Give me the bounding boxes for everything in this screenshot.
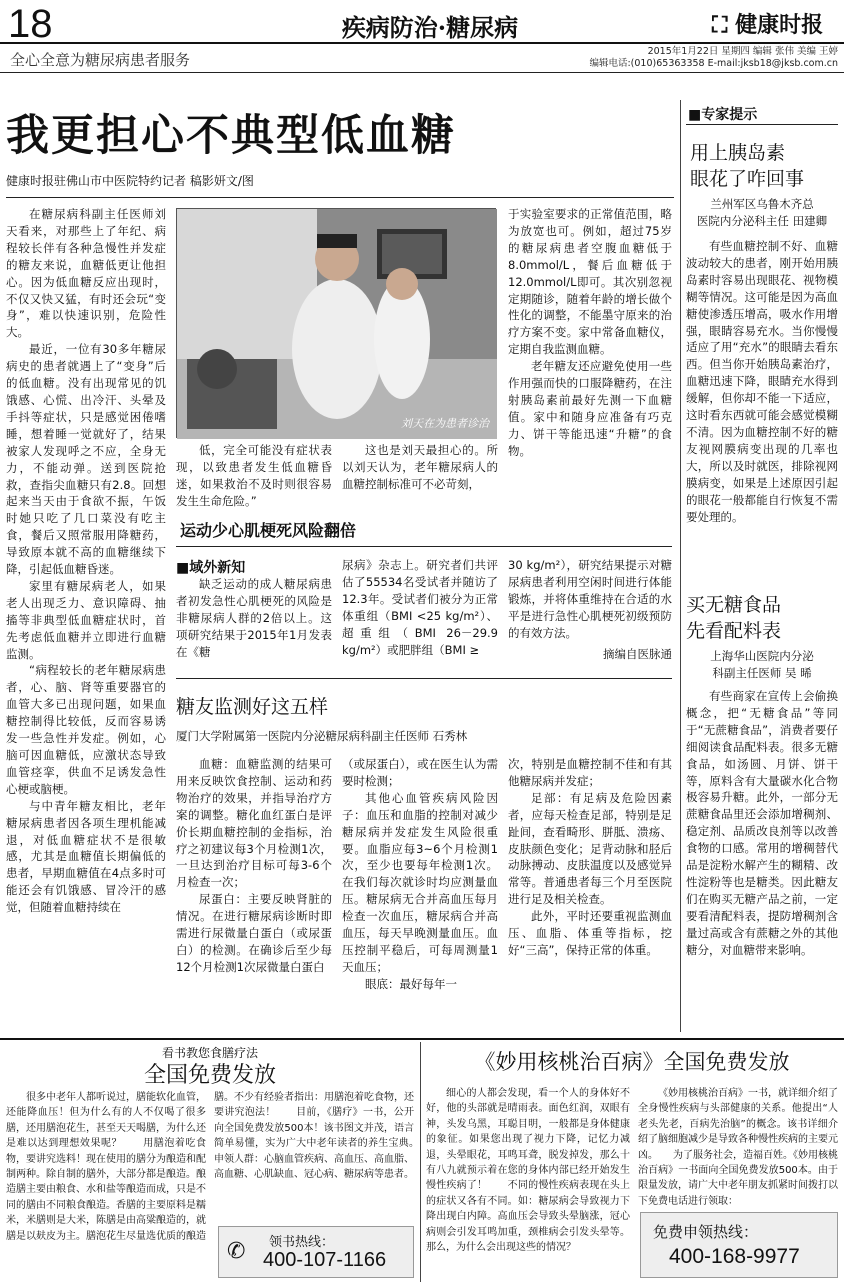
square-bullet-icon: ■ [688, 107, 702, 123]
news-title: 运动少心肌梗死风险翻倍 [180, 521, 357, 540]
logo-icon: ⛶ [712, 12, 736, 38]
ads-rule [0, 1038, 844, 1040]
photo-caption: 刘天在为患者诊治 [401, 417, 489, 430]
sidebar-1-author: 兰州军区乌鲁木齐总 医院内分泌科主任 田建卿 [696, 197, 828, 228]
news-tag: ■域外新知 [176, 560, 246, 576]
sidebar-1-title: 用上胰岛素 眼花了咋回事 [690, 142, 805, 190]
news-rule [176, 546, 672, 547]
ad1-subtitle: 看书教您食膳疗法 [161, 1046, 258, 1060]
main-col-1: 在糖尿病科副主任医师刘天看来，对那些上了年纪、病程较长伴有各种急慢性并发症的糖友来说，血糖低更让他担心。因为低血糖反应出现时，不仅又快又猛，有时还会玩“变身”，难以快速识别，危险性大。 最近，一位有30多年糖尿病史的患者就遇上了“变身”后的低血糖。没有出现常见的饥饿感、心慌、出冷汗、头晕及手抖等症状，只是感觉困倦嗜睡，想着睡一觉就好了，结果被家人发现呼之不应，全身无力，不能动弹。送到医院抢救，查指尖血糖只有2.8。回想起来当天由于食欲不振，午饭时她只吃了几口菜没有吃主食，餐后又照常服用降糖药，导致原本就不高的血糖继续下降，引起低血糖昏迷。 家里有糖尿病老人，如果老人出现乏力、意识障碍、抽搐等非典型低血糖症状时，首先考虑低血糖并立即进行血糖监测。 “病程较长的老年糖尿病患者，心、脑、肾等重要器官的血管大多已出现问题，如果血糖控制得比较低，反而容易诱发一些急性并发症。例如，心脑可因血糖低，应激状态导致血管痉挛，供血不足诱发急性心梗或脑梗。 与中青年糖友相比，老年糖尿病患者因各项生理机能减退，对低血糖症状不是很敏感，尤其是血糖值长期偏低的患者，早期血糖值在4点多时可能还会有饥饿感、冒冷汗的感觉，但随着血糖持续在 [6, 207, 166, 915]
main-headline: 我更担心不典型低血糖 [6, 111, 456, 161]
sidebar-1-body: 有些血糖控制不好、血糖波动较大的患者，刚开始用胰岛素时容易出现眼花、视物模糊等情况。这可能是因为高血糖使渗透压增高，吸水作用增强，眼睛容易充水。当你慢慢适应了用“充水”的眼睛去看东西。但当你开始胰岛素治疗，血糖迅速下降，眼睛充水得到缓解，但你却不能一下适应，这时看东西就可能会感觉模糊不清。因为血糖控制不好的糖友视网膜病变出现的几率也大，所以及时就医，排除视网膜病变，如果是上述原因引起的眼花一般都能自行恢复不需要处理的。 [686, 239, 838, 524]
monitor-col-1: 血糖：血糖监测的结果可用来反映饮食控制、运动和药物治疗的效果，并指导治疗方案的调整。糖化血红蛋白是评价长期血糖控制的金指标，治疗之初建议每3个月检测1次，一旦达到治疗目标可每3-6个月检查一次； 尿蛋白：主要反映肾脏的情况。在进行糖尿病诊断时即需进行尿微量白蛋白（或尿蛋白）的检测。在确诊后至少每12个月检测1次尿微量白蛋白 [176, 757, 332, 974]
sidebar-tag: ■专家提示 [688, 107, 758, 123]
square-bullet-icon: ■ [176, 560, 190, 576]
sidebar-rule [686, 124, 838, 125]
monitor-col-2: （或尿蛋白），或在医生认为需要时检测； 其他心血管疾病风险因子：血压和血脂的控制对减少糖尿病并发症发生风险很重要。血脂应每3~6个月检测1次，至少也要每年检测1次。在我们每次就诊时均应测量血压。糖尿病无合并高血压每月检查一次血压，糖尿病合并高血压，每天早晚测量血压。血压控制平稳后，可每周测量1天血压； 眼底：最好每年一 [342, 757, 498, 991]
monitor-rule-top [176, 678, 672, 679]
news-col-2: 尿病》杂志上。研究者们共评估了55534名受试者并随访了12.3年。受试者们被分为正常体重组（BMI <25 kg/m²）、超重组（BMI 26－29.9 kg/m²）或肥胖组（BMI ≥ [342, 558, 498, 657]
sidebar-2-title: 买无糖食品 先看配料表 [686, 594, 782, 642]
slogan: 全心全意为糖尿病患者服务 [10, 51, 191, 69]
byline-rule [6, 197, 674, 198]
newspaper-logo: ⛶ 健康时报 [712, 12, 824, 38]
ad1-hotline-box [218, 1226, 414, 1278]
ad1-col-1: 很多中老年人都听说过，膳能软化血管，还能降血压！但为什么有的人不仅喝了很多膳，还用膳泡花生，甚至天天喝膳，为什么还是难以达到理想效果呢？ 用膳泡着吃食物，要讲究选料！现在使用的膳分为酿造和配制两种。除自制的膳外，大部分都是酿造。酿造膳主要由粮食、水和盐等酿造而成，只是不同的膳由不同粮食酿造。香膳的主要原料是糯米，米膳则是大米，陈膳是由高粱酿造的，就膳是以麸皮为主。膳泡花生尽量选优质的酿造 [6, 1092, 206, 1242]
page-number: 18 [8, 2, 53, 46]
ad2-title: 《妙用核桃治百病》全国免费发放 [474, 1050, 790, 1074]
monitor-col-3: 次，特别是血糖控制不佳和有其他糖尿病并发症； 足部：有足病及危险因素者，应每天检查足部，特别是足趾间，查看畸形、胼胝、溃疡、皮肤颜色变化；足背动脉和胫后动脉搏动、皮肤温度以及感觉异常等。普通患者每三个月至医院进行足及相关检查。 此外，平时还要重视监测血压、血脂、体重等指标，挖好“三高”，保持正常的体重。 [508, 757, 672, 957]
monitor-author: 厦门大学附属第一医院内分泌糖尿病科副主任医师 石秀林 [176, 729, 468, 743]
ad1-title: 全国免费发放 [143, 1063, 276, 1088]
ad2-col-2: 《妙用核桃治百病》一书，就详细介绍了全身慢性疾病与头部健康的关系。他提出“人老头先老，百病先治脑”的概念。该书详细介绍了脑细胞减少是导致各种慢性疾病的主要元凶。 为了服务社会，造福百姓。《妙用核桃治百病》一书面向全国免费发放500本。由于限量发放，请广大中老年朋友抓紧时间拨打以下免费电话进行领取： [638, 1088, 838, 1207]
news-col-1: 缺乏运动的成人糖尿病患者初发急性心肌梗死的风险是非糖尿病人群的2倍以上。这项研究结果于2015年1月发表在《糖 [176, 577, 332, 659]
sidebar-2-author: 上海华山医院内分泌 科副主任医师 吴 晞 [710, 649, 814, 680]
sidebar-divider [680, 100, 681, 1032]
ad2-hotline-label: 免费申领热线： [653, 1223, 759, 1241]
byline: 健康时报驻佛山市中医院特约记者 稿影妍文/图 [6, 174, 254, 188]
ad1-hotline-label: 领书热线： [269, 1235, 335, 1250]
ad2-hotline-box [640, 1212, 838, 1278]
ad2-hotline-number[interactable]: 400-168-9977 [669, 1245, 800, 1268]
header-rule-2 [0, 72, 844, 73]
phone-icon: ✆ [227, 1239, 246, 1264]
ad2-col-1: 细心的人都会发现，看一个人的身体好不好，他的头部就是晴雨表。面色红润，双眼有神，头发乌黑，耳聪目明，一般都是身体健康的象征。如果您出现了视力下降，记忆力减退，头晕眼花，耳鸣耳聋，脱发掉发，那么十有八九就预示着在您的身体内部已经开始发生慢性疾病了！ 不同的慢性疾病表现在头上的症状又各有不同。如：糖尿病会导致视力下降出现白内障。高血压会导致头晕脑涨，冠心病则会引发耳鸣加重，颈椎病会引发头晕等。那么，为什么会出现这些的情况？ [426, 1088, 630, 1254]
main-col-2: 低，完全可能没有症状表现，以致患者发生低血糖昏迷，如果救治不及时则很容易发生生命危险。” [176, 443, 332, 508]
ads-divider [420, 1042, 421, 1282]
edition-meta: 2015年1月22日 星期四 编辑 张伟 美编 王婷 编辑电话:(010)65363358 E-mail:jksb18@jksb.com.cn [589, 46, 838, 69]
ad1-col-2: 膳。不少有经验者指出：用膳泡着吃食物，还要讲究泡法！ 目前，《膳疗》一书，公开向全国免费发放500本！该书图文并茂，语言简单易懂，实为广大中老年读者的养生宝典。 申领人群：心脑血管疾病、高血压、高血脂、高血糖、心肌缺血、冠心病、糖尿病等患者。 [214, 1092, 434, 1181]
main-col-4: 于实验室要求的正常值范围，略为放宽也可。例如，超过75岁的糖尿病患者空腹血糖低于8.0mmol/L，餐后血糖低于12.0mmol/L即可。其次别忽视定期随诊，随着年龄的增长做个性化的调整，不能墨守原来的治疗方案不变。家中常备血糖仪，定期自我监测血糖。 老年糖友还应避免使用一些作用强而快的口服降糖药，在注射胰岛素前最好先测一下血糖值。家中和随身应准备有巧克力、饼干等能迅速“升糖”的食物。 [508, 207, 672, 458]
news-col-3: 30 kg/m²），研究结果提示对糖尿病患者利用空闲时间进行体能锻炼，并将体重维持在合适的水平是进行急性心肌梗死初级预防的有效方法。 [508, 558, 672, 640]
sidebar-2-body: 有些商家在宣传上会偷换概念，把“无糖食品”等同于“无蔗糖食品”，消费者要仔细阅读食品配料表。很多无糖食品，如汤圆、月饼、饼干等，原料含有大量碳水化合物极容易升糖。此外，一部分无蔗糖食品里还会添加增稠剂、稳定剂、品质改良剂等以改善食物的口感。常用的增稠替代品是淀粉水解产生的糊精、改性淀粉等也是糖类。因此糖友们在购买无糖产品之前，一定要看清配料表，提防增稠剂含量过高或含有蔗糖之外的其他糖分，对血糖带来影响。 [686, 689, 838, 957]
news-source: 摘编自医脉通 [603, 647, 672, 661]
main-col-3: 这也是刘天最担心的。所以刘天认为，老年糖尿病人的血糖控制标准可不必苛刻， [342, 443, 498, 491]
ad1-hotline-number[interactable]: 400-107-1166 [263, 1249, 387, 1271]
section-title: 疾病防治·糖尿病 [341, 13, 519, 42]
monitor-title: 糖友监测好这五样 [176, 696, 329, 718]
doctor-photo [176, 208, 496, 438]
header-rule [0, 42, 844, 44]
